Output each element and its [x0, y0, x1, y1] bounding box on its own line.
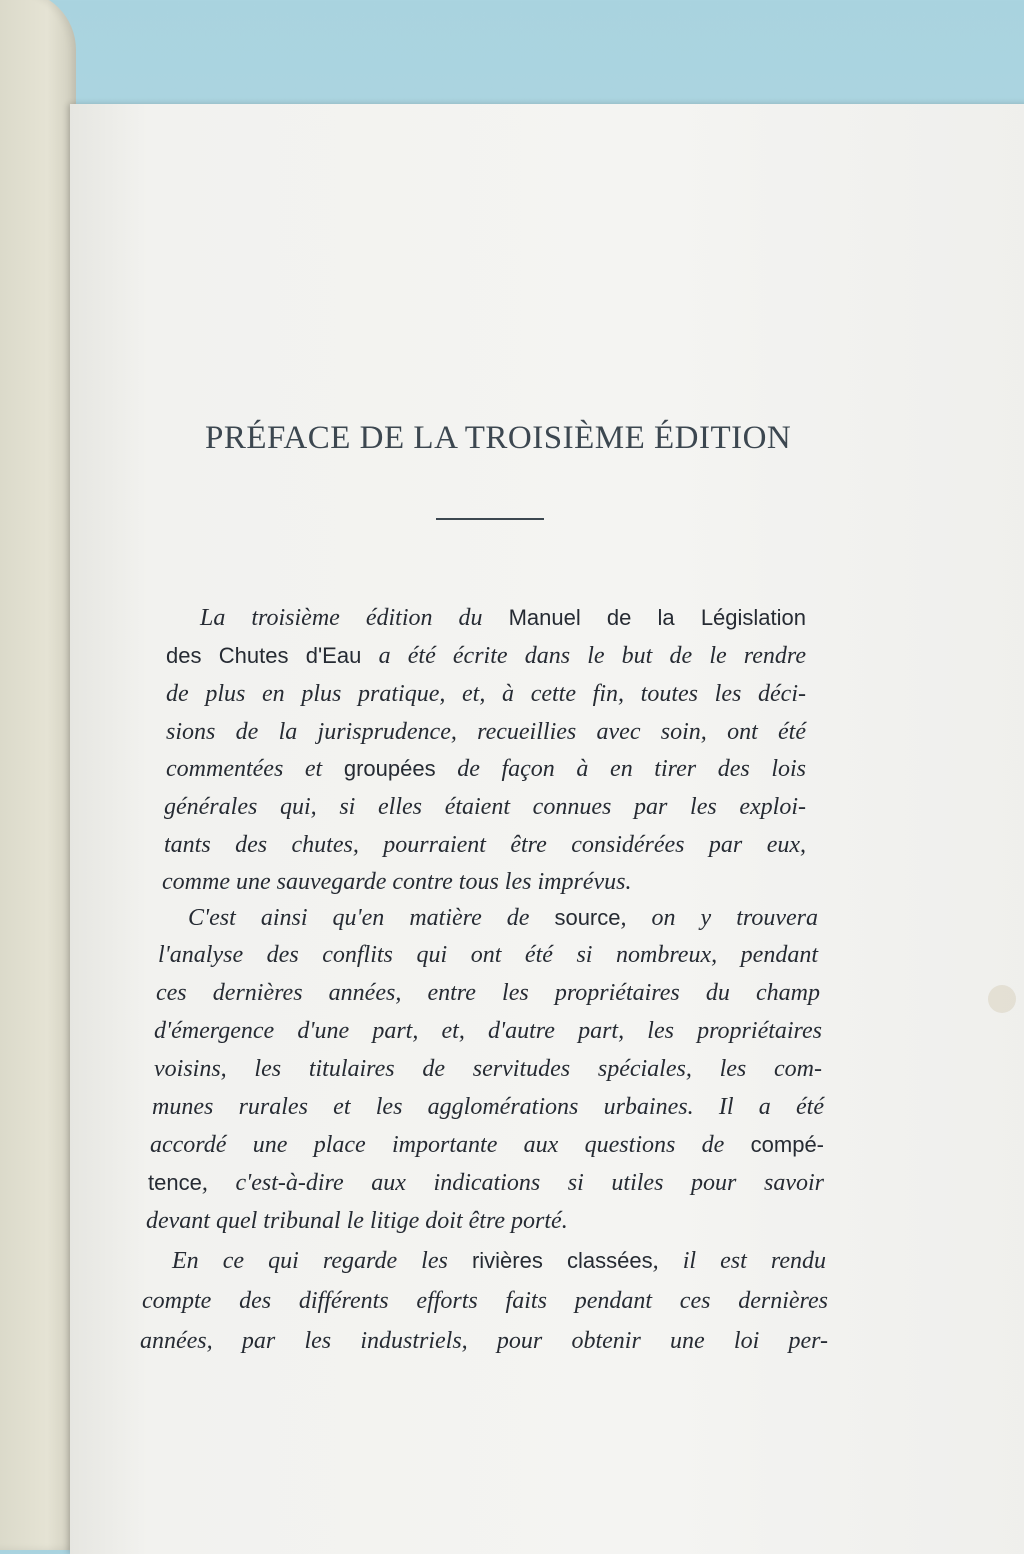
italic-text-segment: comme une sauvegarde contre tous les imprévus. [162, 869, 632, 895]
facing-page-edge [0, 0, 76, 1550]
title-rule [436, 518, 544, 520]
text-line [166, 719, 806, 746]
italic-text-segment: l'analyse des conflits qui ont été si nombreux, pendant [158, 942, 818, 968]
text-line [154, 1018, 822, 1045]
italic-text-segment: années, par les industriels, pour obtenir une loi per- [140, 1328, 828, 1354]
text-line [150, 1132, 824, 1159]
roman-text-segment: des Chutes d'Eau [166, 643, 379, 668]
roman-text-segment: compé- [750, 1132, 824, 1157]
text-line [166, 643, 806, 670]
italic-text-segment: commentées et [166, 756, 344, 782]
text-line [172, 1248, 826, 1275]
italic-text-segment: d'émergence d'une part, et, d'autre part, les propriétaires [154, 1018, 822, 1044]
italic-text-segment: voisins, les titulaires de servitudes spéciales, les com- [154, 1056, 822, 1082]
text-line [152, 1094, 824, 1121]
italic-text-segment: tants des chutes, pourraient être considérées par eux, [164, 832, 806, 858]
italic-text-segment: , il est rendu [652, 1248, 826, 1274]
paper-stain [988, 985, 1016, 1013]
text-line [154, 1056, 822, 1083]
roman-text-segment: source [554, 905, 621, 930]
roman-text-segment: Manuel de la Législation [508, 605, 807, 630]
italic-text-segment: ces dernières années, entre les propriétaires du champ [156, 980, 820, 1006]
roman-text-segment: tence [148, 1170, 202, 1195]
text-line [200, 605, 806, 632]
italic-text-segment: sions de la jurisprudence, recueillies avec soin, ont été [166, 719, 806, 745]
italic-text-segment: , c'est-à-dire aux indications si utiles pour savoir [201, 1170, 824, 1196]
italic-text-segment: compte des différents efforts faits pendant ces dernières [142, 1288, 828, 1314]
roman-text-segment: rivières classées [471, 1248, 653, 1273]
text-line [148, 1170, 824, 1197]
text-line [164, 794, 806, 821]
text-line [162, 869, 631, 896]
text-line [140, 1328, 828, 1355]
italic-text-segment: La troisième édition du [200, 605, 509, 631]
text-line [156, 980, 820, 1007]
text-line [166, 681, 806, 708]
italic-text-segment: générales qui, si elles étaient connues par les exploi- [164, 794, 806, 820]
italic-text-segment: En ce qui regarde les [172, 1248, 472, 1274]
italic-text-segment: , on y trouvera [620, 905, 818, 931]
italic-text-segment: devant quel tribunal le litige doit être porté. [146, 1208, 568, 1234]
text-line [142, 1288, 828, 1315]
italic-text-segment: de plus en plus pratique, et, à cette fin, toutes les déci- [166, 681, 806, 707]
text-line [166, 756, 806, 783]
roman-text-segment: groupées [343, 756, 436, 781]
page-title: PRÉFACE DE LA TROISIÈME ÉDITION [205, 420, 792, 456]
italic-text-segment: de façon à en tirer des lois [435, 756, 806, 782]
text-line [188, 905, 818, 932]
italic-text-segment: munes rurales et les agglomérations urbaines. Il a été [152, 1094, 824, 1120]
italic-text-segment: C'est ainsi qu'en matière de [188, 905, 555, 931]
text-line [146, 1208, 568, 1235]
text-line [164, 832, 806, 859]
text-line [158, 942, 818, 969]
italic-text-segment: accordé une place importante aux questions de [150, 1132, 751, 1158]
italic-text-segment: a été écrite dans le but de le rendre [378, 643, 807, 669]
